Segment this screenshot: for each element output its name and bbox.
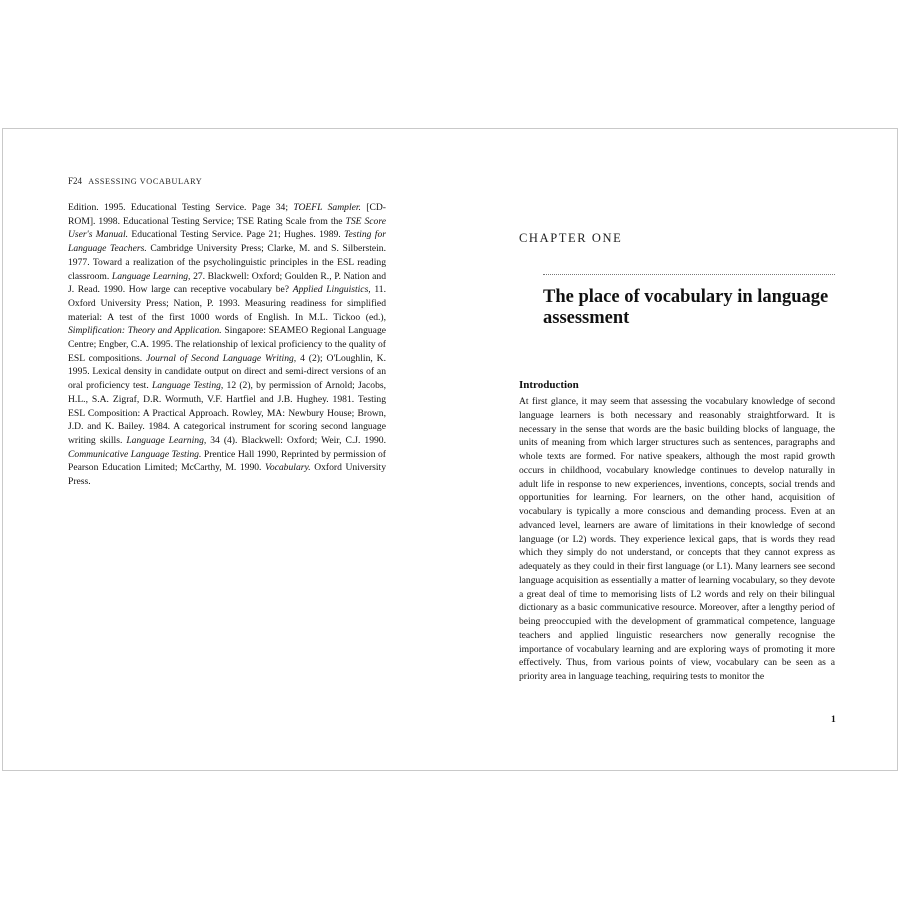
credit-text-segment: 12 (2), by permission of Arnold; Jacobs, H.L., S.A. Zigraf, D.R. Wormuth, V.F. Hartfiel and J.B. Hughey. 1981. Testing ESL Composition: A Practical Approach. Rowley, MA: Newbury House; Brown, J.D. and K. Bailey. 1984. A categorical instrument for scoring second language writing skills. (68, 380, 386, 446)
running-head-title: ASSESSING VOCABULARY (88, 177, 203, 186)
credit-title-segment: TSE Score User's Manual. (68, 215, 386, 241)
right-page (519, 231, 835, 684)
credit-text-segment: Oxford University Press. (68, 462, 386, 488)
credit-title-segment: Language Testing, (151, 380, 224, 392)
credit-title-segment: TOEFL Sampler. (293, 202, 361, 213)
credit-text-segment: Prentice Hall 1990, Reprinted by permission of Pearson Education Limited; McCarthy, M. 1990. (68, 448, 386, 474)
credit-text-segment: Educational Testing Service. Page 21; Hughes. 1989. (128, 229, 345, 241)
credit-text-segment: [CD-ROM]. 1998. Educational Testing Service; TSE Rating Scale from the (68, 202, 386, 227)
credit-title-segment: Simplification: Theory and Application. (68, 325, 222, 337)
credit-text-segment: Singapore: SEAMEO Regional Language Centre; Engber, C.A. 1995. The relationship of lexical proficiency to the quality of ESL compositions. (68, 325, 386, 364)
credit-title-segment: Language Learning, (111, 270, 191, 282)
credit-text-segment: 34 (4). Blackwell: Oxford; Weir, C.J. 1990. (206, 434, 386, 446)
credit-title-segment: Testing for Language Teachers. (68, 229, 386, 255)
credit-text-segment: Cambridge University Press; Clarke, M. and S. Silberstein. 1977. Toward a realization of the psycholinguistic principles in the ESL reading classroom. (68, 243, 386, 282)
credit-text-segment: 11. Oxford University Press; Nation, P. 1993. Measuring readiness for simplified material: A test of the first 1000 words of English. In M.L. Tickoo (ed.), (68, 284, 386, 323)
section-heading: Introduction (519, 379, 579, 391)
credit-title-segment: Vocabulary. (265, 462, 311, 474)
book-spread (2, 128, 898, 771)
credit-text-segment: 27. Blackwell: Oxford; Goulden R., P. Nation and J. Read. 1990. How large can receptive vocabulary be? (68, 270, 387, 296)
credit-text-segment: Edition. 1995. Educational Testing Service. Page 34; (68, 202, 294, 213)
credit-title-segment: Applied Linguistics, (292, 284, 371, 296)
running-head (68, 176, 386, 186)
dotted-divider (543, 274, 835, 275)
chapter-title: The place of vocabulary in language assessment (543, 287, 829, 328)
credit-title-segment: Language Learning, (126, 434, 207, 446)
credit-title-segment: Communicative Language Testing. (68, 448, 202, 460)
credit-title-segment: Journal of Second Language Writing, (146, 352, 297, 364)
left-page-number: F24 (68, 176, 83, 186)
chapter-label: CHAPTER ONE (519, 231, 623, 245)
left-page (68, 176, 386, 489)
acknowledgements-text (68, 201, 386, 489)
right-page-number: 1 (831, 715, 836, 725)
credit-text-segment: 4 (2); O'Loughlin, K. 1995. Lexical density in candidate output on direct and semi-direct versions of an oral proficiency test. (68, 352, 386, 392)
body-paragraph: At first glance, it may seem that assessing the vocabulary knowledge of second language learners is both necessary and reasonably straightforward. It is necessary in the sense that words are the basic building blocks of language, the units of meaning from which larger structures such as sentences, paragraphs and whole texts are formed. For native speakers, although the most rapid growth occurs in childhood, vocabulary knowledge continues to develop naturally in adult life in response to new experiences, inventions, concepts, social trends and opportunities for learning. For learners, on the other hand, acquisition of vocabulary is typically a more conscious and demanding process. Even at an advanced level, learners are aware of limitations in their knowledge of second language (or L2) words. They experience lexical gaps, that is words they read which they simply do not understand, or concepts that they cannot express as adequately as they could in their first language (or L1). Many learners see second language acquisition as essentially a matter of learning vocabulary, so they devote a great deal of time to memorising lists of L2 words and rely on their bilingual dictionary as a basic communicative resource. Moreover, after a lengthy period of being preoccupied with the development of grammatical competence, language teachers and applied linguistic researchers now generally recognise the importance of vocabulary learning and are exploring ways of promoting it more effectively. Thus, from various points of view, vocabulary can be seen as a priority area in language teaching, requiring tests to monitor the (519, 396, 835, 682)
